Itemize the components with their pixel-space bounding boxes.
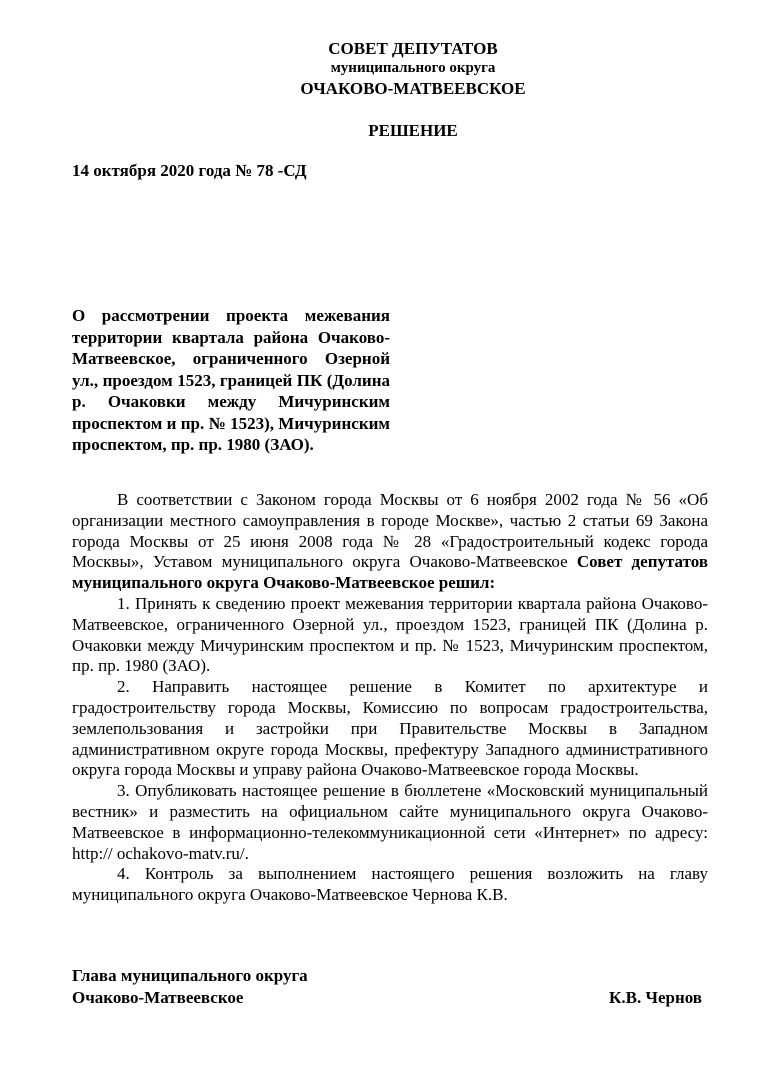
- district-type: муниципального округа: [330, 60, 496, 76]
- item-2: 2. Направить настоящее решение в Комитет по архитектуре и градостроительству города Москвы, Комиссию по вопросам градостроительства, землепользования и застройки при Правительстве Москвы в Западном административном округе города Москвы, префектуру Западного административного округа города Москвы и управу района Очаково-Матвеевское города Москвы.: [72, 677, 708, 780]
- district-name: ОЧАКОВО-МАТВЕЕВСКОЕ: [300, 79, 526, 98]
- signatory-position-line1: Глава муниципального округа: [72, 966, 308, 985]
- signature-row: [72, 987, 702, 1009]
- date-number: 14 октября 2020 года № 78 -СД: [72, 161, 307, 180]
- preamble-text: В соответствии с Законом города Москвы от 6 ноября 2002 года № 56 «Об организации местного самоуправления в городе Москве», частью 2 статьи 69 Закона города Москвы от 25 июня 2008 года № 28 «Градостроительный кодекс города Москвы», Уставом муниципального округа Очаково-Матвеевское: [72, 490, 708, 572]
- item-4: 4. Контроль за выполнением настоящего решения возложить на главу муниципального округа Очаково-Матвеевское Чернова К.В.: [72, 864, 708, 905]
- item-3: 3. Опубликовать настоящее решение в бюллетене «Московский муниципальный вестник» и разместить на официальном сайте муниципального округа Очаково-Матвеевское в информационно-телекоммуникационной сети «Интернет» по адресу: http:// ochakovo-matv.ru/.: [72, 781, 708, 863]
- preamble-bold-text: Совет депутатов муниципального округа Очаково-Матвеевское решил:: [72, 552, 708, 593]
- document-body: [72, 490, 708, 906]
- item-1: 1. Принять к сведению проект межевания территории квартала района Очаково-Матвеевское, ограниченного Озерной ул., проездом 1523, границей ПК (Долина р. Очаковки между Мичуринским проспектом и пр. № 1523, Мичуринским проспектом, пр. пр. 1980 (ЗАО).: [72, 593, 708, 676]
- preamble-paragraph: [72, 490, 708, 594]
- decision-title: РЕШЕНИЕ: [368, 121, 458, 140]
- signatory-name: К.В. Чернов: [609, 987, 702, 1007]
- signatory-position-line2: Очаково-Матвеевское: [72, 987, 244, 1007]
- signature-block: [72, 965, 702, 1008]
- document-header: [0, 38, 763, 100]
- decision-subject: О рассмотрении проекта межевания территории квартала района Очаково-Матвеевское, ограниченного Озерной ул., проездом 1523, границей ПК (Долина р. Очаковки между Мичуринским проспектом и пр. № 1523), Мичуринским проспектом, пр. пр. 1980 (ЗАО).: [72, 306, 390, 454]
- council-name: СОВЕТ ДЕПУТАТОВ: [328, 39, 498, 58]
